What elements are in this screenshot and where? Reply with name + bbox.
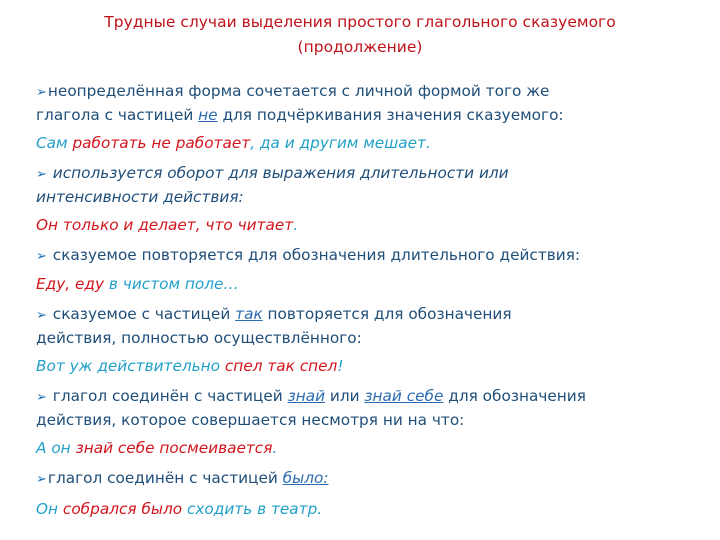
example-5: [36, 437, 696, 460]
rule-4-line-1: [36, 303, 696, 327]
rule-4-line-2: [36, 327, 696, 350]
rule-5-text-3: действия, которое совершается несмотря ни на что:: [36, 411, 465, 429]
rule-5-text: глагол соединён с частицей: [52, 387, 288, 405]
example-4-part-c: !: [337, 357, 344, 375]
example-2: [36, 214, 696, 237]
rule-3-text: сказуемое повторяется для обозначения длительного действия:: [52, 246, 581, 264]
example-2-part-a: Он: [36, 216, 63, 234]
rule-4-text-3: действия, полностью осуществлённого:: [36, 329, 362, 347]
rule-1-text: неопределённая форма сочетается с личной формой того же: [47, 82, 550, 100]
example-1-predicate: работать не работает: [72, 134, 251, 152]
example-5-predicate: знай себе посмеивается: [75, 439, 273, 457]
example-4-predicate: спел так спел: [224, 357, 338, 375]
rule-2-line-2: [36, 186, 696, 209]
example-3-predicate: Еду, еду: [36, 275, 105, 293]
arrow-bullet-icon: ➢: [36, 390, 47, 405]
rule-6-line-1: [36, 467, 696, 491]
arrow-bullet-icon: ➢: [36, 308, 47, 323]
arrow-bullet-icon: ➢: [36, 249, 47, 264]
title-line-1: Трудные случаи выделения простого глагольного сказуемого: [104, 13, 616, 31]
example-5-part-c: .: [272, 439, 278, 457]
example-5-part-a: А он: [36, 439, 76, 457]
rule-3-line-1: [36, 244, 696, 268]
example-1: [36, 132, 696, 155]
particle-znai: знай: [287, 387, 326, 405]
rule-2-line-1: [36, 162, 696, 186]
example-4: [36, 355, 696, 378]
example-3: [36, 273, 696, 296]
example-1-part-a: Сам: [36, 134, 73, 152]
slide-title: [40, 10, 680, 60]
rule-5-text-or: или: [325, 387, 365, 405]
example-6-part-c: сходить в театр.: [182, 500, 323, 518]
rule-2-text: используется оборот для выражения длительности или: [52, 164, 509, 182]
example-1-part-c: , да и другим мешает.: [250, 134, 431, 152]
example-6: [36, 498, 696, 521]
rule-5-text-2: для обозначения: [443, 387, 586, 405]
rule-1-line-2: [36, 104, 696, 127]
rule-5-line-2: [36, 409, 696, 432]
rule-6-text: глагол соединён с частицей: [47, 469, 283, 487]
rule-4-text: сказуемое с частицей: [52, 305, 236, 323]
title-line-2: (продолжение): [297, 38, 423, 56]
particle-znai-sebe: знай себе: [364, 387, 444, 405]
rules-list: [36, 80, 696, 521]
example-2-predicate: только и делает, что читает: [62, 216, 294, 234]
rule-4-text-2: повторяется для обозначения: [262, 305, 512, 323]
rule-1-text-2: глагола с частицей: [36, 106, 199, 124]
rule-5-line-1: [36, 385, 696, 409]
example-3-part-b: в чистом поле…: [104, 275, 239, 293]
rule-2-text-2: интенсивности действия:: [36, 188, 244, 206]
particle-tak: так: [235, 305, 263, 323]
rule-1-line-1: [36, 80, 696, 104]
rule-1-text-3: для подчёркивания значения сказуемого:: [217, 106, 564, 124]
arrow-bullet-icon: ➢: [36, 85, 47, 100]
example-4-part-a: Вот уж действительно: [36, 357, 225, 375]
example-2-part-c: .: [293, 216, 299, 234]
particle-bylo: было:: [282, 469, 329, 487]
example-6-predicate: собрался было: [62, 500, 183, 518]
arrow-bullet-icon: ➢: [36, 472, 47, 487]
example-6-part-a: Он: [36, 500, 63, 518]
arrow-bullet-icon: ➢: [36, 167, 47, 182]
particle-ne: не: [198, 106, 218, 124]
